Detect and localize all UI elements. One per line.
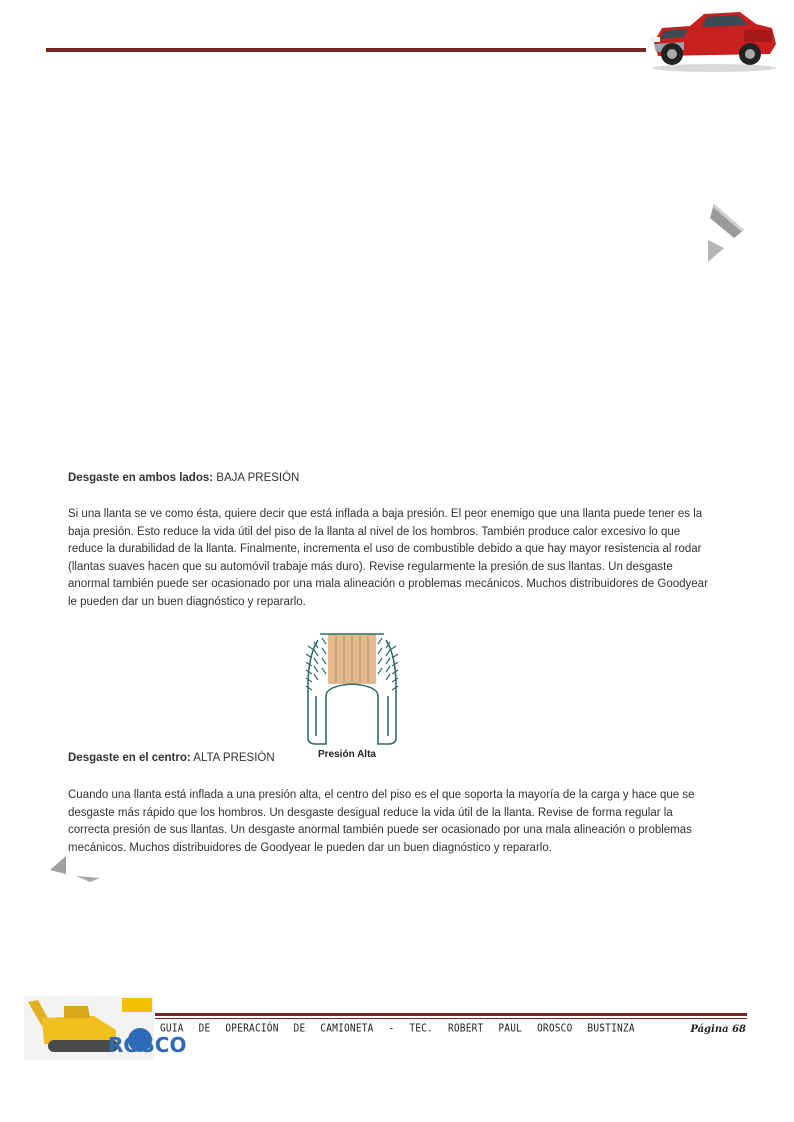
footer-rule [155, 1013, 747, 1016]
footer-logo-text: ROSCO [108, 1033, 187, 1057]
paragraph-low-pressure: Si una llanta se ve como ésta, quiere decir que está inflada a baja presión. El peor enemigo que una llanta puede tener es la baja presión. Esto reduce la vida útil del piso de la llanta al nivel de los hombros. También produce calor excesivo lo que reduce la durabilidad de la llanta. Finalmente, incrementa el uso de combustible debido a que hay mayor resistencia al rodar (llantas suaves hacen que su automóvil trabaje más duro). Revise regularmente la presión de sus llantas. Un desgaste anormal también puede ser ocasionado por una mala alineación o problemas mecánicos. Muchos distribuidores de Goodyear le pueden dar un buen diagnóstico y repararlo. [68, 508, 708, 608]
heading-high-pressure [68, 752, 275, 764]
footer-rule-thin [155, 1018, 747, 1019]
heading-tag: BAJA PRESIÓN [216, 472, 300, 484]
heading-prefix: Desgaste en ambos lados: [68, 472, 214, 484]
tire-high-pressure-figure [300, 626, 404, 766]
heading-prefix: Desgaste en el centro: [68, 752, 191, 764]
paragraph-high-pressure: Cuando una llanta está inflada a una presión alta, el centro del piso es el que soporta la mayoría de la carga y hace que se desgaste más rápido que los hombros. Un desgaste desigual reduce la vida útil de la llanta. Revise de forma regular la correcta presión de sus llantas. Un desgaste anormal también puede ser ocasionado por una mala alineación o problemas mecánicos. Muchos distribuidores de Goodyear le pueden dar un buen diagnóstico y repararlo. [68, 789, 695, 854]
bulldozer-logo-icon [24, 996, 187, 1060]
heading-tag: ALTA PRESIÓN [193, 752, 275, 764]
heading-low-pressure [68, 472, 299, 484]
figure-caption: Presión Alta [318, 749, 376, 760]
footer-title: GUIA DE OPERACIÓN DE CAMIONETA - TEC. ROBERT PAUL OROSCO BUSTINZA [160, 1022, 635, 1035]
pickup-truck-icon [644, 4, 780, 74]
header-rule [46, 48, 646, 52]
arrow-left-icon [46, 852, 102, 882]
page-number: Página 68 [690, 1024, 746, 1035]
arrow-right-icon [704, 204, 748, 266]
